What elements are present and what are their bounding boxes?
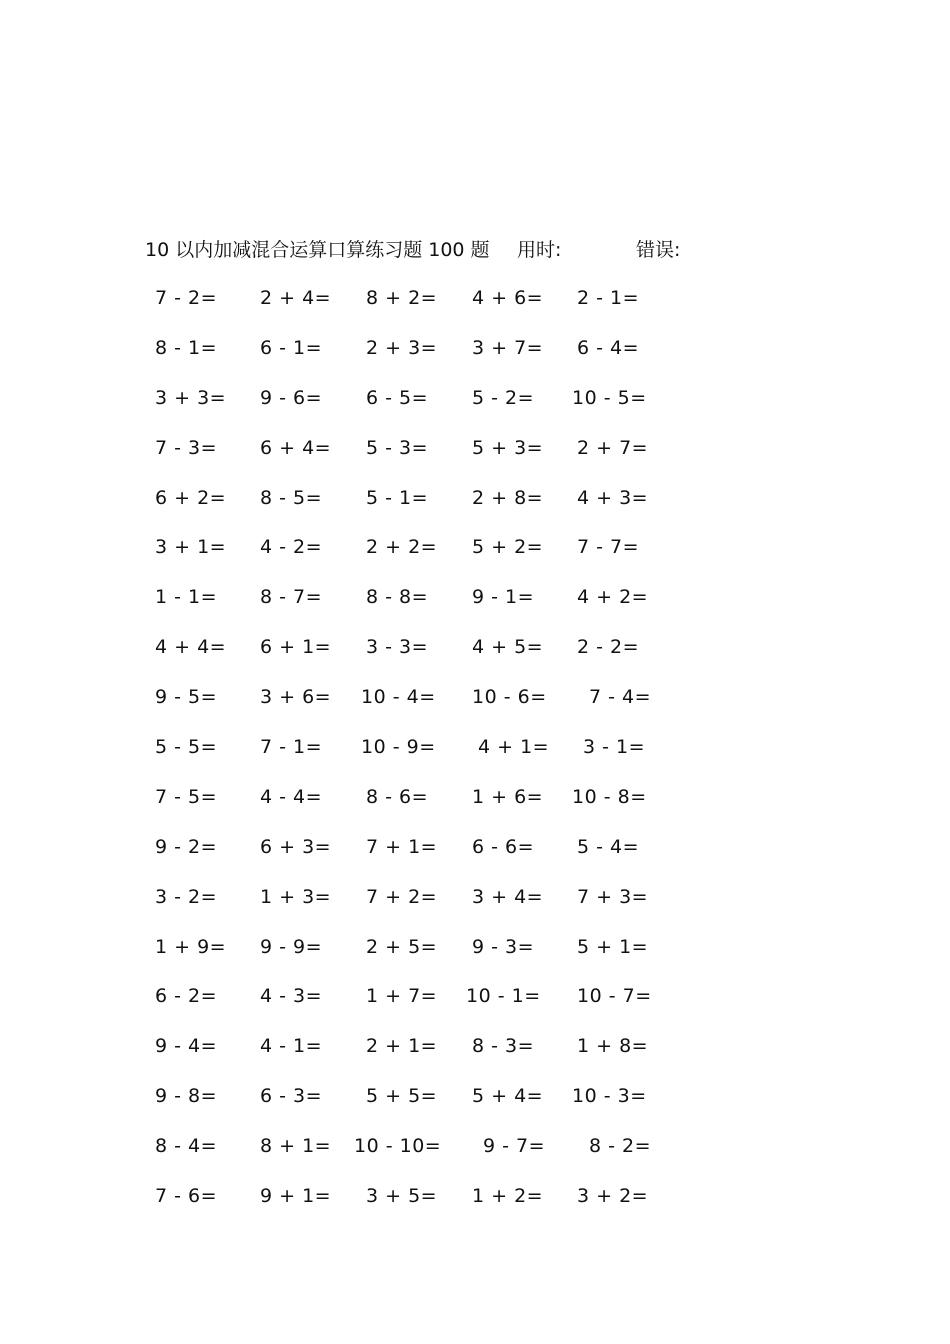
problem-item: 5 + 3= — [472, 436, 544, 459]
problem-row — [0, 1082, 950, 1132]
problem-item: 6 + 3= — [260, 835, 332, 858]
problem-item: 6 - 5= — [366, 386, 429, 409]
problem-item: 4 + 1= — [478, 736, 550, 759]
problem-item: 10 - 3= — [572, 1085, 647, 1108]
problem-item: 10 - 4= — [361, 686, 436, 709]
errors-label: 错误: — [636, 239, 681, 261]
problem-grid — [0, 284, 950, 1232]
problem-item: 2 + 5= — [366, 935, 438, 958]
problem-row — [0, 1132, 950, 1182]
problem-item: 1 + 8= — [577, 1035, 649, 1058]
problem-item: 1 + 7= — [366, 985, 438, 1008]
problem-row — [0, 783, 950, 833]
problem-item: 4 + 4= — [155, 636, 227, 659]
problem-item: 4 + 5= — [472, 636, 544, 659]
problem-row — [0, 733, 950, 783]
problem-item: 2 + 4= — [260, 287, 332, 309]
problem-row — [0, 284, 950, 334]
problem-item: 10 - 6= — [472, 686, 547, 709]
problem-item: 9 - 1= — [472, 586, 535, 609]
problem-item: 3 - 2= — [155, 885, 218, 908]
problem-item: 5 - 1= — [366, 486, 429, 509]
problem-item: 6 + 2= — [155, 486, 227, 509]
problem-item: 8 - 1= — [155, 336, 218, 359]
problem-item: 8 - 8= — [366, 586, 429, 609]
problem-item: 8 - 3= — [472, 1035, 535, 1058]
time-label: 用时: — [517, 239, 562, 261]
problem-item: 6 + 1= — [260, 636, 332, 659]
problem-row — [0, 583, 950, 633]
problem-item: 9 - 4= — [155, 1035, 218, 1058]
worksheet-title: 10 以内加减混合运算口算练习题 100 题 — [145, 239, 490, 261]
problem-item: 4 + 3= — [577, 486, 649, 509]
problem-item: 8 + 1= — [260, 1135, 332, 1158]
problem-item: 8 - 2= — [589, 1135, 652, 1158]
problem-item: 9 - 7= — [483, 1135, 546, 1158]
problem-item: 4 - 3= — [260, 985, 323, 1008]
problem-item: 5 + 1= — [577, 935, 649, 958]
problem-item: 8 - 5= — [260, 486, 323, 509]
problem-item: 10 - 10= — [354, 1135, 442, 1158]
problem-item: 7 - 1= — [260, 736, 323, 759]
problem-item: 2 + 2= — [366, 536, 438, 559]
problem-row — [0, 833, 950, 883]
problem-row — [0, 384, 950, 434]
problem-row — [0, 434, 950, 484]
problem-row — [0, 334, 950, 384]
problem-item: 3 - 1= — [583, 736, 646, 759]
problem-item: 7 + 2= — [366, 885, 438, 908]
problem-item: 9 - 2= — [155, 835, 218, 858]
problem-item: 7 + 1= — [366, 835, 438, 858]
problem-item: 3 + 2= — [577, 1185, 649, 1208]
problem-item: 9 - 5= — [155, 686, 218, 709]
problem-item: 2 - 1= — [577, 287, 640, 309]
problem-item: 3 + 4= — [472, 885, 544, 908]
problem-item: 1 - 1= — [155, 586, 218, 609]
problem-item: 3 + 1= — [155, 536, 227, 559]
problem-item: 6 - 3= — [260, 1085, 323, 1108]
problem-item: 1 + 3= — [260, 885, 332, 908]
problem-item: 8 - 6= — [366, 785, 429, 808]
problem-item: 8 - 7= — [260, 586, 323, 609]
problem-row — [0, 883, 950, 933]
problem-item: 5 + 2= — [472, 536, 544, 559]
problem-row — [0, 933, 950, 983]
problem-item: 9 - 8= — [155, 1085, 218, 1108]
problem-row — [0, 683, 950, 733]
problem-item: 5 - 2= — [472, 386, 535, 409]
problem-item: 7 - 5= — [155, 785, 218, 808]
problem-item: 10 - 8= — [572, 785, 647, 808]
problem-item: 6 - 4= — [577, 336, 640, 359]
problem-item: 5 - 5= — [155, 736, 218, 759]
problem-item: 5 - 3= — [366, 436, 429, 459]
problem-item: 6 - 2= — [155, 985, 218, 1008]
problem-item: 6 - 6= — [472, 835, 535, 858]
problem-row — [0, 533, 950, 583]
problem-item: 2 + 8= — [472, 486, 544, 509]
problem-item: 4 + 2= — [577, 586, 649, 609]
problem-item: 7 - 7= — [577, 536, 640, 559]
problem-row — [0, 633, 950, 683]
problem-item: 6 - 1= — [260, 336, 323, 359]
problem-item: 1 + 2= — [472, 1185, 544, 1208]
problem-item: 5 - 4= — [577, 835, 640, 858]
problem-item: 3 + 6= — [260, 686, 332, 709]
problem-item: 10 - 9= — [361, 736, 436, 759]
problem-item: 9 - 9= — [260, 935, 323, 958]
problem-item: 7 - 6= — [155, 1185, 218, 1208]
problem-item: 7 - 3= — [155, 436, 218, 459]
problem-item: 1 + 6= — [472, 785, 544, 808]
problem-item: 2 + 7= — [577, 436, 649, 459]
problem-item: 1 + 9= — [155, 935, 227, 958]
problem-item: 3 + 3= — [155, 386, 227, 409]
problem-item: 3 + 7= — [472, 336, 544, 359]
problem-item: 2 + 1= — [366, 1035, 438, 1058]
problem-item: 4 - 2= — [260, 536, 323, 559]
problem-item: 8 - 4= — [155, 1135, 218, 1158]
problem-item: 3 - 3= — [366, 636, 429, 659]
problem-row — [0, 1032, 950, 1082]
problem-item: 9 + 1= — [260, 1185, 332, 1208]
problem-item: 8 + 2= — [366, 287, 438, 309]
problem-item: 7 - 2= — [155, 287, 218, 309]
problem-item: 5 + 5= — [366, 1085, 438, 1108]
problem-row — [0, 982, 950, 1032]
problem-item: 9 - 6= — [260, 386, 323, 409]
problem-item: 4 - 1= — [260, 1035, 323, 1058]
problem-item: 7 + 3= — [577, 885, 649, 908]
problem-item: 2 + 3= — [366, 336, 438, 359]
problem-row — [0, 1182, 950, 1232]
problem-item: 10 - 5= — [572, 386, 647, 409]
problem-item: 6 + 4= — [260, 436, 332, 459]
problem-item: 9 - 3= — [472, 935, 535, 958]
problem-item: 10 - 1= — [466, 985, 541, 1008]
problem-item: 10 - 7= — [577, 985, 652, 1008]
problem-row — [0, 484, 950, 534]
problem-item: 4 + 6= — [472, 287, 544, 309]
problem-item: 4 - 4= — [260, 785, 323, 808]
problem-item: 3 + 5= — [366, 1185, 438, 1208]
problem-item: 7 - 4= — [589, 686, 652, 709]
problem-item: 5 + 4= — [472, 1085, 544, 1108]
problem-item: 2 - 2= — [577, 636, 640, 659]
